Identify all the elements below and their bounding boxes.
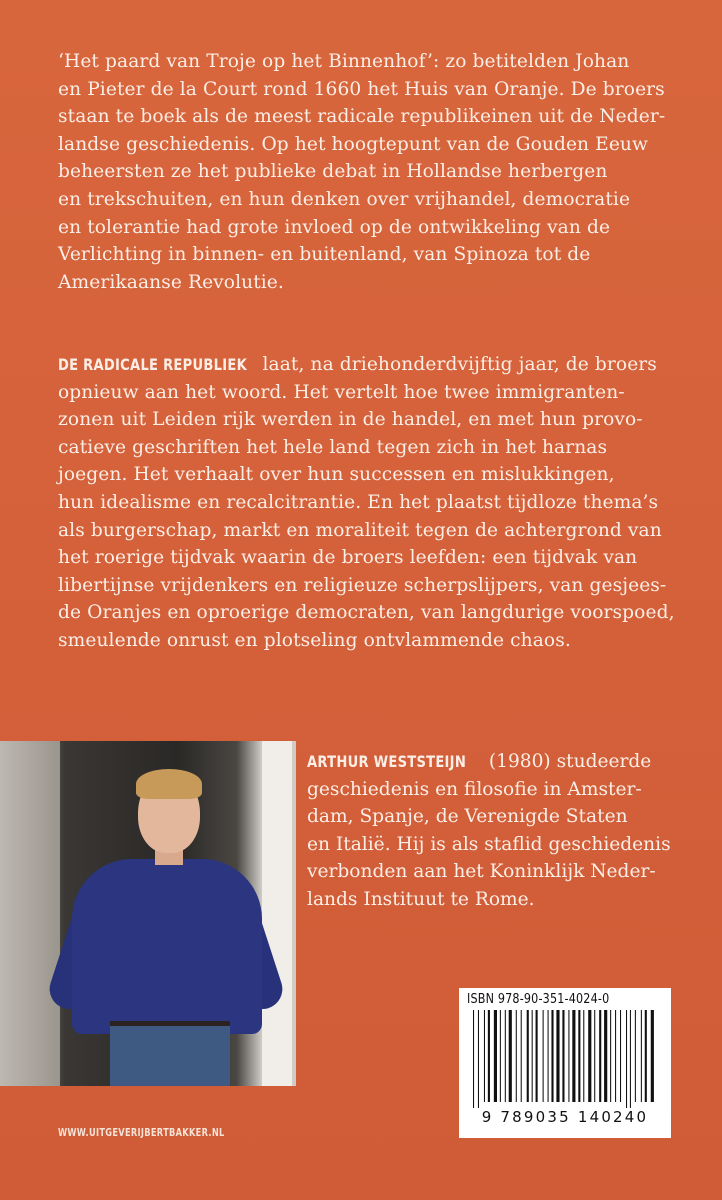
barcode-bars	[469, 1010, 661, 1108]
photo-shirt	[72, 859, 262, 1034]
barcode-bar	[536, 1010, 538, 1102]
barcode-bar	[645, 1010, 647, 1102]
barcode-bar	[615, 1010, 616, 1102]
barcode-bar	[532, 1010, 533, 1102]
photo-hair	[136, 769, 202, 799]
blurb-line: hun idealisme en recalcitrantie. En het plaatst tijdloze thema’s	[58, 491, 659, 513]
author-line-first	[307, 748, 687, 776]
barcode-bar	[594, 1010, 595, 1102]
photo-door	[262, 741, 292, 1086]
barcode-bar	[473, 1010, 474, 1108]
barcode-bar	[505, 1010, 506, 1102]
barcode-bar	[630, 1010, 631, 1108]
blurb-line: libertijnse vrijdenkers en religieuze scherpslijpers, van gesjees-	[58, 574, 667, 596]
blurb-line: beheersten ze het publieke debat in Hollandse herbergen	[58, 161, 608, 183]
author-line-rest: (1980) studeerde	[482, 751, 652, 772]
barcode-bar	[484, 1010, 485, 1102]
blurb-line: Amerikaanse Revolutie.	[58, 271, 284, 293]
author-line: en Italië. Hij is als staflid geschiedenis	[307, 833, 671, 855]
author-line: dam, Spanje, de Verenigde Staten	[307, 806, 628, 828]
barcode-bar	[572, 1010, 575, 1102]
blurb-line: landse geschiedenis. Op het hoogtepunt van de Gouden Eeuw	[58, 133, 649, 155]
barcode-bar	[551, 1010, 553, 1102]
barcode-bar	[583, 1010, 584, 1102]
barcode-bar	[610, 1010, 611, 1102]
barcode-digits: 9 789035 140240	[481, 1108, 649, 1126]
barcode-bar	[500, 1010, 501, 1102]
author-line: verbonden aan het Koninklijk Neder-	[307, 861, 656, 883]
blurb-line: Verlichting in binnen- en buitenland, van Spinoza tot de	[58, 244, 591, 266]
barcode-bar	[516, 1010, 517, 1102]
photo-wall	[0, 741, 60, 1086]
blurb-line-first	[58, 351, 670, 379]
barcode-bar	[620, 1010, 621, 1102]
blurb-line: zonen uit Leiden rijk werden in de handel, en met hun provo-	[58, 409, 643, 431]
isbn-label: ISBN 978-90-351-4024-0	[467, 992, 610, 1007]
blurb-line: de Oranjes en oproerige democraten, van langdurige voorspoed,	[58, 602, 675, 624]
barcode-bar	[604, 1010, 607, 1102]
barcode-bar	[509, 1010, 512, 1102]
barcode-bar	[543, 1010, 544, 1102]
blurb-line: het roerige tijdvak waarin de broers leefden: een tijdvak van	[58, 547, 638, 569]
blurb-line: joegen. Het verhaalt over hun successen en mislukkingen,	[58, 464, 615, 486]
publisher-website[interactable]: WWW.UITGEVERIJBERTBAKKER.NL	[58, 1126, 225, 1139]
blurb-line: smeulende onrust en plotseling ontvlammende chaos.	[58, 629, 571, 651]
blurb-line: opnieuw aan het woord. Het vertelt hoe twee immigranten-	[58, 381, 625, 403]
author-bio	[307, 748, 687, 914]
blurb-paragraph-2	[58, 351, 675, 655]
author-photo	[0, 741, 296, 1086]
barcode-bar	[488, 1010, 490, 1102]
barcode-bar	[635, 1010, 636, 1102]
barcode-bar	[588, 1010, 591, 1102]
barcode-bar	[641, 1010, 642, 1102]
barcode-bar	[626, 1010, 627, 1108]
barcode-bar	[521, 1010, 522, 1102]
author-name: ARTHUR WESTSTEIJN	[307, 752, 467, 771]
photo-jeans	[110, 1026, 230, 1086]
blurb-paragraph-1	[58, 48, 670, 296]
blurb-line: en Pieter de la Court rond 1660 het Huis van Oranje. De broers	[58, 78, 665, 100]
author-line: geschiedenis en filosofie in Amster-	[307, 778, 642, 800]
barcode-bar	[599, 1010, 601, 1102]
blurb-line: en tolerantie had grote invloed op de ontwikkeling van de	[58, 216, 611, 238]
barcode-bar	[527, 1010, 529, 1102]
blurb-line: als burgerschap, markt en moraliteit tegen de achtergrond van	[58, 519, 662, 541]
barcode-bar	[556, 1010, 559, 1102]
barcode-bar	[562, 1010, 564, 1102]
barcode-bar	[578, 1010, 580, 1102]
blurb-line: ‘Het paard van Troje op het Binnenhof’: zo betitelden Johan	[58, 51, 630, 72]
author-line: lands Instituut te Rome.	[307, 888, 535, 910]
isbn-barcode	[459, 988, 671, 1138]
blurb-line-rest: laat, na driehonderdvijftig jaar, de broers	[256, 354, 657, 375]
blurb-line: catieve geschriften het hele land tegen zich in het harnas	[58, 436, 608, 458]
blurb-line: staan te boek als de meest radicale republikeinen uit de Neder-	[58, 106, 666, 128]
book-title: DE RADICALE REPUBLIEK	[58, 355, 247, 374]
barcode-bar	[478, 1010, 479, 1108]
blurb-line: en trekschuiten, en hun denken over vrijhandel, democratie	[58, 188, 631, 210]
barcode-bar	[548, 1010, 549, 1102]
barcode-bar	[568, 1010, 569, 1102]
barcode-bar	[651, 1010, 654, 1102]
barcode-bar	[494, 1010, 497, 1102]
